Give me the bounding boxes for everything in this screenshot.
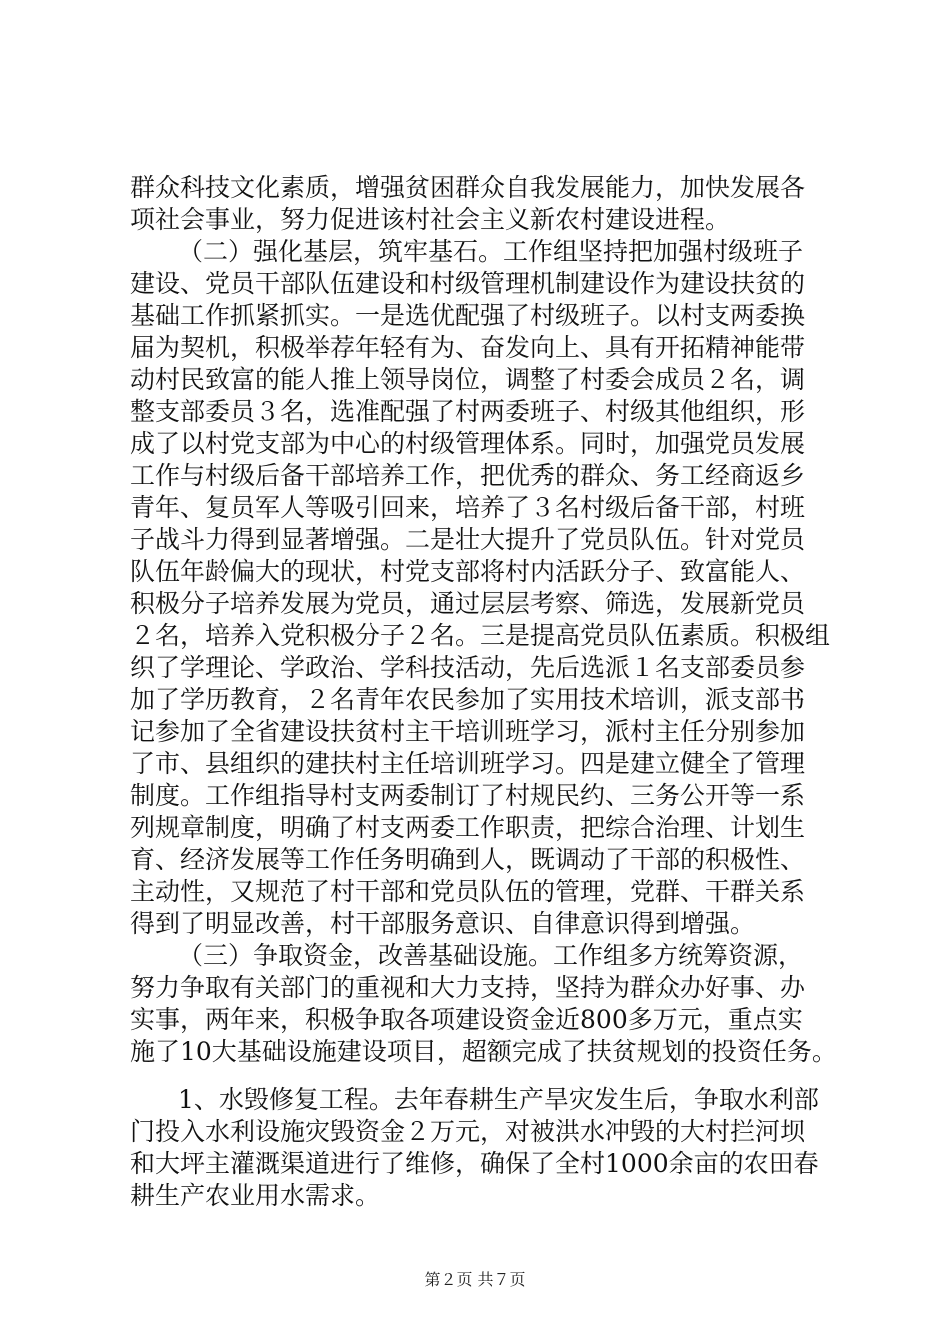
- body-text-line: 主动性，又规范了村干部和党员队伍的管理，党群、干群关系: [130, 877, 806, 906]
- body-text-line: 门投入水利设施灾毁资金２万元，对被洪水冲毁的大村拦河坝: [130, 1117, 806, 1146]
- body-text-line: 青年、复员军人等吸引回来，培养了３名村级后备干部，村班: [130, 493, 806, 522]
- body-text-line: 项社会事业，努力促进该村社会主义新农村建设进程。: [130, 205, 731, 234]
- body-text-line: 动村民致富的能人推上领导岗位，调整了村委会成员２名，调: [130, 365, 806, 394]
- page-number-footer: 第２页 共７页: [424, 1270, 526, 1289]
- body-text-line: 施了10大基础设施建设项目，超额完成了扶贫规划的投资任务。: [130, 1037, 837, 1066]
- body-text-line: 列规章制度，明确了村支两委工作职责，把综合治理、计划生: [130, 813, 806, 842]
- body-text-line: 加了学历教育，２名青年农民参加了实用技术培训，派支部书: [130, 685, 806, 714]
- paragraph-heading-line: （二）强化基层，筑牢基石。工作组坚持把加强村级班子: [178, 237, 804, 266]
- body-text-line: 队伍年龄偏大的现状，村党支部将村内活跃分子、致富能人、: [130, 557, 806, 586]
- list-item-heading-line: 1、水毁修复工程。去年春耕生产旱灾发生后，争取水利部: [178, 1085, 819, 1114]
- body-text-line: 子战斗力得到显著增强。二是壮大提升了党员队伍。针对党员: [130, 525, 806, 554]
- body-text-line: 整支部委员３名，选准配强了村两委班子、村级其他组织，形: [130, 397, 806, 426]
- body-text-line: 群众科技文化素质，增强贫困群众自我发展能力，加快发展各: [130, 173, 806, 202]
- body-text-line: 积极分子培养发展为党员，通过层层考察、筛选，发展新党员: [130, 589, 806, 618]
- body-text-line: 届为契机，积极举荐年轻有为、奋发向上、具有开拓精神能带: [130, 333, 806, 362]
- body-text-line: 制度。工作组指导村支两委制订了村规民约、三务公开等一系: [130, 781, 806, 810]
- body-text-line: 记参加了全省建设扶贫村主干培训班学习，派村主任分别参加: [130, 717, 806, 746]
- body-text-line: 建设、党员干部队伍建设和村级管理机制建设作为建设扶贫的: [130, 269, 806, 298]
- body-text-line: 基础工作抓紧抓实。一是选优配强了村级班子。以村支两委换: [130, 301, 806, 330]
- body-text-line: 了市、县组织的建扶村主任培训班学习。四是建立健全了管理: [130, 749, 806, 778]
- body-text-line: 工作与村级后备干部培养工作，把优秀的群众、务工经商返乡: [130, 461, 806, 490]
- body-text-line: 努力争取有关部门的重视和大力支持，坚持为群众办好事、办: [130, 973, 806, 1002]
- body-text-line: 和大坪主灌溉渠道进行了维修，确保了全村1000余亩的农田春: [130, 1149, 819, 1178]
- body-text-line: 耕生产农业用水需求。: [130, 1181, 381, 1210]
- body-text-line: 得到了明显改善，村干部服务意识、自律意识得到增强。: [130, 909, 756, 938]
- body-text-line: 织了学理论、学政治、学科技活动，先后选派１名支部委员参: [130, 653, 806, 682]
- paragraph-heading-line: （三）争取资金，改善基础设施。工作组多方统筹资源，: [178, 941, 804, 970]
- body-text-line: 成了以村党支部为中心的村级管理体系。同时，加强党员发展: [130, 429, 806, 458]
- body-text-line: 实事，两年来，积极争取各项建设资金近800多万元，重点实: [130, 1005, 803, 1034]
- body-text-line: ２名，培养入党积极分子２名。三是提高党员队伍素质。积极组: [130, 621, 831, 650]
- body-text-line: 育、经济发展等工作任务明确到人，既调动了干部的积极性、: [130, 845, 806, 874]
